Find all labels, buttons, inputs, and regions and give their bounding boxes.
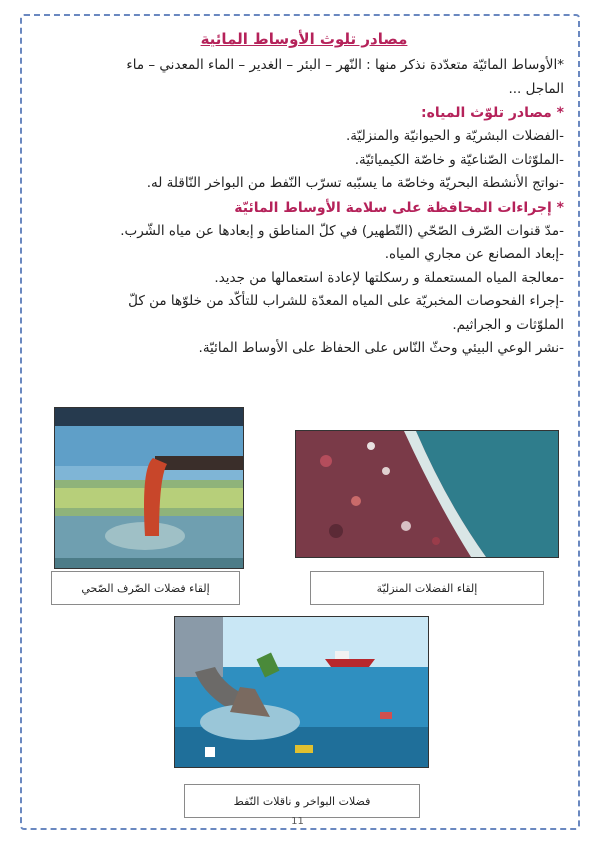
sewage-caption: إلقاء فضلات الصّرف الصّحي [51,571,240,605]
page-title: مصادر تلوث الأوساط المائية [200,30,408,48]
list-item: -نواتج الأنشطة البحريّة وخاصّة ما يسبّبه تسرّب النّفط من البواخر النّاقلة له. [146,175,564,191]
household-waste-photo [295,430,559,558]
ship-waste-image [175,617,428,767]
page-number: 11 [291,816,304,827]
intro-line: *الأوساط المائيّة متعدّدة نذكر منها : النّهر – البئر – الغدير – الماء المعدني – ماء [126,57,564,73]
household-waste-caption: إلقاء الفضلات المنزليّة [310,571,544,605]
section-heading-pollution-sources: * مصادر تلوّث المياه: [420,105,564,121]
list-item: الملوّثات و الجراثيم. [452,316,564,333]
list-item: -مدّ قنوات الصّرف الصّحّي (التّطهير) في كلّ المناطق و إبعادها عن مياه الشّرب. [120,222,564,239]
sewage-discharge-image [55,408,243,568]
household-waste-image [296,431,558,557]
list-item: -إبعاد المصانع عن مجاري المياه. [384,246,564,262]
ship-waste-illustration [174,616,429,768]
text-content [44,30,564,361]
section-heading-protection-measures: * إجراءات المحافظة على سلامة الأوساط المائيّة [234,199,564,216]
list-item: -الفضلات البشريّة و الحيوانيّة والمنزليّة. [345,128,564,144]
sewage-discharge-photo [54,407,244,569]
list-item: -إجراء الفحوصات المخبريّة على المياه المعدّة للشراب للتأكّد من خلوّها من كلّ [128,293,564,309]
ship-waste-caption: فضلات البواخر و ناقلات النّفط [184,784,420,818]
list-item: -نشر الوعي البيئي وحثّ النّاس على الحفاظ على الأوساط المائيّة. [198,340,564,356]
intro-line: الماجل ... [508,80,564,97]
list-item: -الملوّثات الصّناعيّة و خاصّة الكيميائيّة. [354,151,564,168]
list-item: -معالجة المياه المستعملة و رسكلتها لإعادة استعمالها من جديد. [214,269,564,286]
